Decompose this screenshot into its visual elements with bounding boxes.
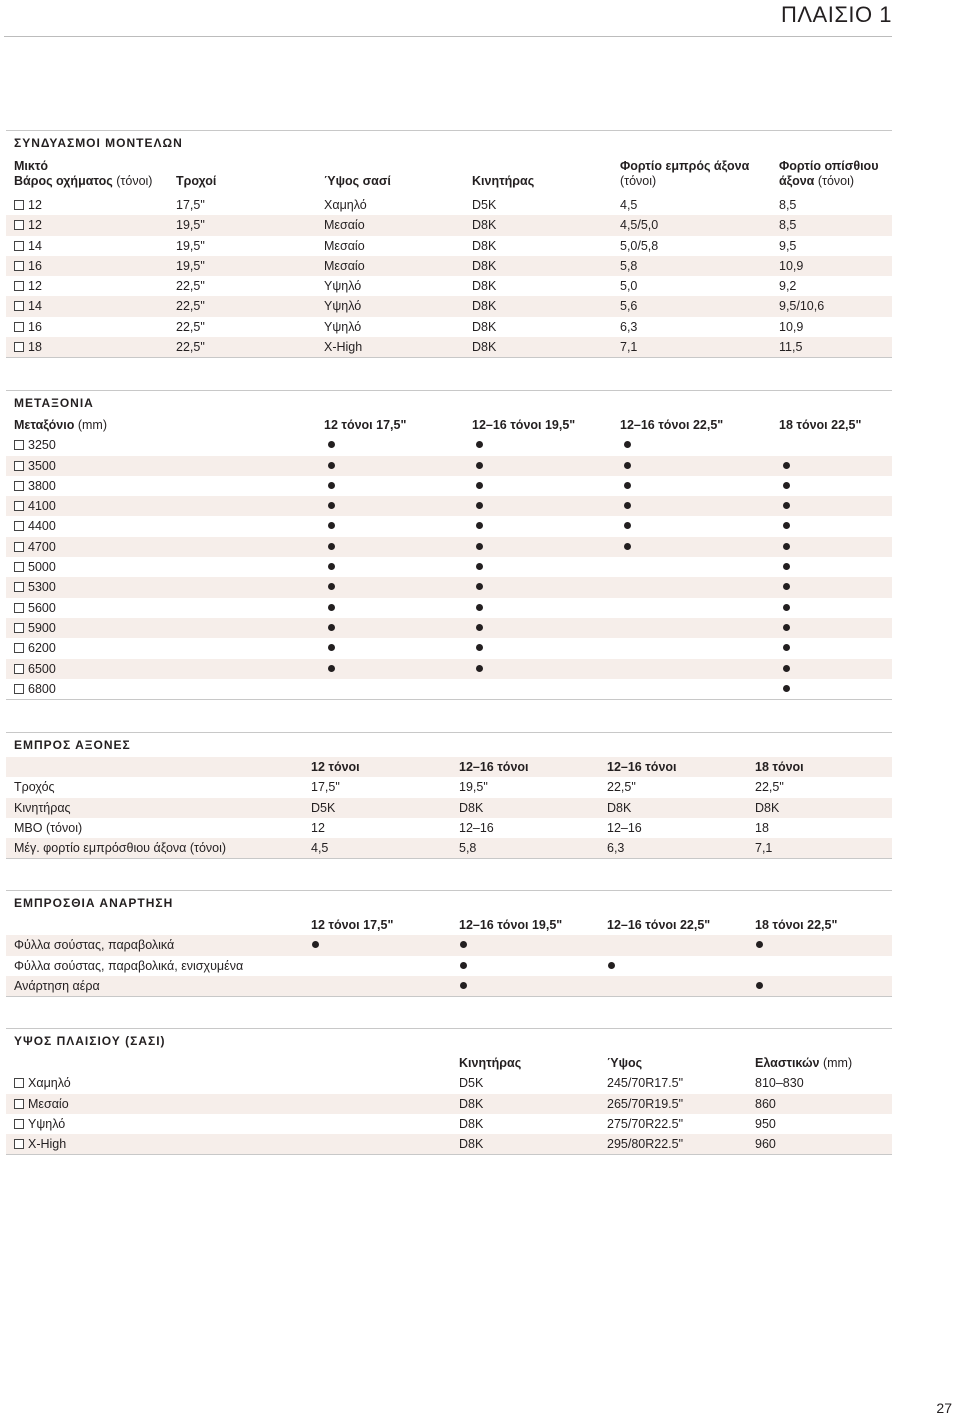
bullet-dot-icon (756, 982, 763, 989)
models-header-front-load: Φορτίο εμπρός άξονα (τόνοι) (620, 159, 750, 188)
checkbox[interactable] (14, 542, 24, 552)
front-suspension-section-title: ΕΜΠΡΟΣΘΙΑ ΑΝΑΡΤΗΣΗ (14, 896, 174, 910)
bullet-dot-icon (328, 482, 335, 489)
table-row: 4400 (6, 516, 892, 536)
checkbox[interactable] (14, 281, 24, 291)
checkbox[interactable] (14, 643, 24, 653)
checkbox[interactable] (14, 582, 24, 592)
front-suspension-header: 12 τόνοι 17,5" 12–16 τόνοι 19,5" 12–16 τόνοι 22,5" 18 τόνοι 22,5" (311, 918, 838, 932)
bullet-dot-icon (624, 502, 631, 509)
table-row: Χαμηλό D5K 245/70R17.5" 810–830 (6, 1073, 892, 1093)
bullet-dot-icon (608, 962, 615, 969)
models-header-rear-load: Φορτίο οπίσθιου άξονα (τόνοι) (779, 159, 879, 188)
table-row: 4700 (6, 537, 892, 557)
checkbox[interactable] (14, 301, 24, 311)
bullet-dot-icon (476, 441, 483, 448)
bullet-dot-icon (783, 522, 790, 529)
checkbox[interactable] (14, 342, 24, 352)
checkbox[interactable] (14, 440, 24, 450)
bullet-dot-icon (328, 665, 335, 672)
table-row: 3500 (6, 456, 892, 476)
table-row: 14 19,5" Μεσαίο D8K 5,0/5,8 9,5 (6, 236, 892, 256)
wheelbase-col-3: 12–16 τόνοι 22,5" (620, 418, 724, 432)
table-row: 6800 (6, 679, 892, 699)
models-header-chassis-height: Ύψος σασί (324, 174, 391, 188)
bullet-dot-icon (328, 543, 335, 550)
bullet-dot-icon (756, 941, 763, 948)
bullet-dot-icon (783, 502, 790, 509)
table-row: 3250 (6, 435, 892, 455)
bullet-dot-icon (783, 685, 790, 692)
bullet-dot-icon (460, 941, 467, 948)
front-axles-section-title: ΕΜΠΡΟΣ ΑΞΟΝΕΣ (14, 738, 131, 752)
table-row: 14 22,5" Υψηλό D8K 5,6 9,5/10,6 (6, 296, 892, 316)
bullet-dot-icon (476, 543, 483, 550)
bullet-dot-icon (476, 482, 483, 489)
table-row: X-High D8K 295/80R22.5" 960 (6, 1134, 892, 1154)
bullet-dot-icon (328, 583, 335, 590)
checkbox[interactable] (14, 261, 24, 271)
bullet-dot-icon (460, 982, 467, 989)
bullet-dot-icon (624, 441, 631, 448)
wheelbase-col-2: 12–16 τόνοι 19,5" (472, 418, 576, 432)
bullet-dot-icon (476, 563, 483, 570)
bullet-dot-icon (783, 624, 790, 631)
checkbox[interactable] (14, 200, 24, 210)
checkbox[interactable] (14, 1139, 24, 1149)
models-header-wheels: Τροχοί (176, 174, 217, 188)
bullet-dot-icon (476, 522, 483, 529)
models-header-weight: Μικτό Βάρος οχήματος (τόνοι) (14, 159, 153, 188)
front-axles-header: 12 τόνοι 12–16 τόνοι 12–16 τόνοι 18 τόνοι (6, 757, 892, 777)
bullet-dot-icon (783, 462, 790, 469)
table-row: 5000 (6, 557, 892, 577)
checkbox[interactable] (14, 603, 24, 613)
checkbox[interactable] (14, 322, 24, 332)
page-number: 27 (936, 1400, 952, 1416)
table-row: Μεσαίο D8K 265/70R19.5" 860 (6, 1094, 892, 1114)
table-row: Υψηλό D8K 275/70R22.5" 950 (6, 1114, 892, 1134)
bullet-dot-icon (783, 665, 790, 672)
bullet-dot-icon (624, 482, 631, 489)
models-header-engine: Κινητήρας (472, 174, 535, 188)
checkbox[interactable] (14, 623, 24, 633)
bullet-dot-icon (783, 563, 790, 570)
table-row: Μέγ. φορτίο εμπρόσθιου άξονα (τόνοι) 4,5 5,8 6,3 7,1 (6, 838, 892, 858)
models-section-title: ΣΥΝΔΥΑΣΜΟΙ ΜΟΝΤΕΛΩΝ (14, 136, 183, 150)
frame-height-header: Κινητήρας Ύψος Ελαστικών (mm) (459, 1056, 853, 1070)
models-section (6, 130, 892, 358)
bullet-dot-icon (783, 583, 790, 590)
bullet-dot-icon (328, 522, 335, 529)
checkbox[interactable] (14, 461, 24, 471)
table-row: Κινητήρας D5K D8K D8K D8K (6, 798, 892, 818)
wheelbase-section (6, 390, 892, 700)
bullet-dot-icon (328, 563, 335, 570)
bullet-dot-icon (476, 604, 483, 611)
table-row: 16 22,5" Υψηλό D8K 6,3 10,9 (6, 317, 892, 337)
table-row: Τροχός 17,5" 19,5" 22,5" 22,5" (14, 780, 784, 795)
front-axles-section (6, 732, 892, 859)
bullet-dot-icon (624, 543, 631, 550)
checkbox[interactable] (14, 1099, 24, 1109)
bullet-dot-icon (476, 665, 483, 672)
bullet-dot-icon (624, 522, 631, 529)
page-title: ΠΛΑΙΣΙΟ 1 (780, 2, 892, 27)
checkbox[interactable] (14, 684, 24, 694)
bullet-dot-icon (328, 624, 335, 631)
bullet-dot-icon (476, 644, 483, 651)
checkbox[interactable] (14, 521, 24, 531)
bullet-dot-icon (476, 583, 483, 590)
table-row: 4100 (6, 496, 892, 516)
table-row: Ανάρτηση αέρα (6, 976, 892, 996)
table-row: 5300 (6, 577, 892, 597)
table-row: 12 17,5" Χαμηλό D5K 4,5 8,5 (6, 195, 892, 215)
table-row: 5600 (6, 598, 892, 618)
frame-height-section (6, 1028, 892, 1155)
table-row: 12 22,5" Υψηλό D8K 5,0 9,2 (6, 276, 892, 296)
checkbox[interactable] (14, 501, 24, 511)
checkbox[interactable] (14, 220, 24, 230)
bullet-dot-icon (312, 941, 319, 948)
bullet-dot-icon (328, 462, 335, 469)
wheelbase-section-title: ΜΕΤΑΞΟΝΙΑ (14, 396, 94, 410)
bullet-dot-icon (328, 604, 335, 611)
bullet-dot-icon (476, 624, 483, 631)
bullet-dot-icon (624, 462, 631, 469)
checkbox[interactable] (14, 664, 24, 674)
bullet-dot-icon (328, 502, 335, 509)
bullet-dot-icon (783, 644, 790, 651)
front-suspension-section (6, 890, 892, 997)
table-row: 12 19,5" Μεσαίο D8K 4,5/5,0 8,5 (6, 215, 892, 235)
bullet-dot-icon (328, 644, 335, 651)
frame-height-section-title: ΥΨΟΣ ΠΛΑΙΣΙΟΥ (ΣΑΣΙ) (14, 1034, 166, 1048)
bullet-dot-icon (783, 482, 790, 489)
table-row: 3800 (6, 476, 892, 496)
wheelbase-header: Μεταξόνιο (mm) 12 τόνοι 17,5" 12–16 τόνοι 19,5" 12–16 τόνοι 22,5" 18 τόνοι 22,5" (6, 415, 892, 435)
table-row: 6200 (6, 638, 892, 658)
wheelbase-col-4: 18 τόνοι 22,5" (779, 418, 862, 432)
table-row: Φύλλα σούστας, παραβολικά (6, 935, 892, 955)
table-row: 6500 (6, 659, 892, 679)
bullet-dot-icon (328, 441, 335, 448)
table-row: MBO (τόνοι) 12 12–16 12–16 18 (14, 820, 769, 835)
bullet-dot-icon (460, 962, 467, 969)
checkbox[interactable] (14, 481, 24, 491)
table-row: 18 22,5" X-High D8K 7,1 11,5 (6, 337, 892, 357)
checkbox[interactable] (14, 562, 24, 572)
bullet-dot-icon (783, 543, 790, 550)
top-rule (4, 36, 892, 37)
table-row: 5900 (6, 618, 892, 638)
bullet-dot-icon (476, 502, 483, 509)
checkbox[interactable] (14, 1078, 24, 1088)
bullet-dot-icon (783, 604, 790, 611)
models-header (6, 157, 892, 195)
table-row: 16 19,5" Μεσαίο D8K 5,8 10,9 (6, 256, 892, 276)
checkbox[interactable] (14, 1119, 24, 1129)
checkbox[interactable] (14, 241, 24, 251)
bullet-dot-icon (476, 462, 483, 469)
wheelbase-col-1: 12 τόνοι 17,5" (324, 418, 407, 432)
table-row: Φύλλα σούστας, παραβολικά, ενισχυμένα (6, 956, 892, 976)
